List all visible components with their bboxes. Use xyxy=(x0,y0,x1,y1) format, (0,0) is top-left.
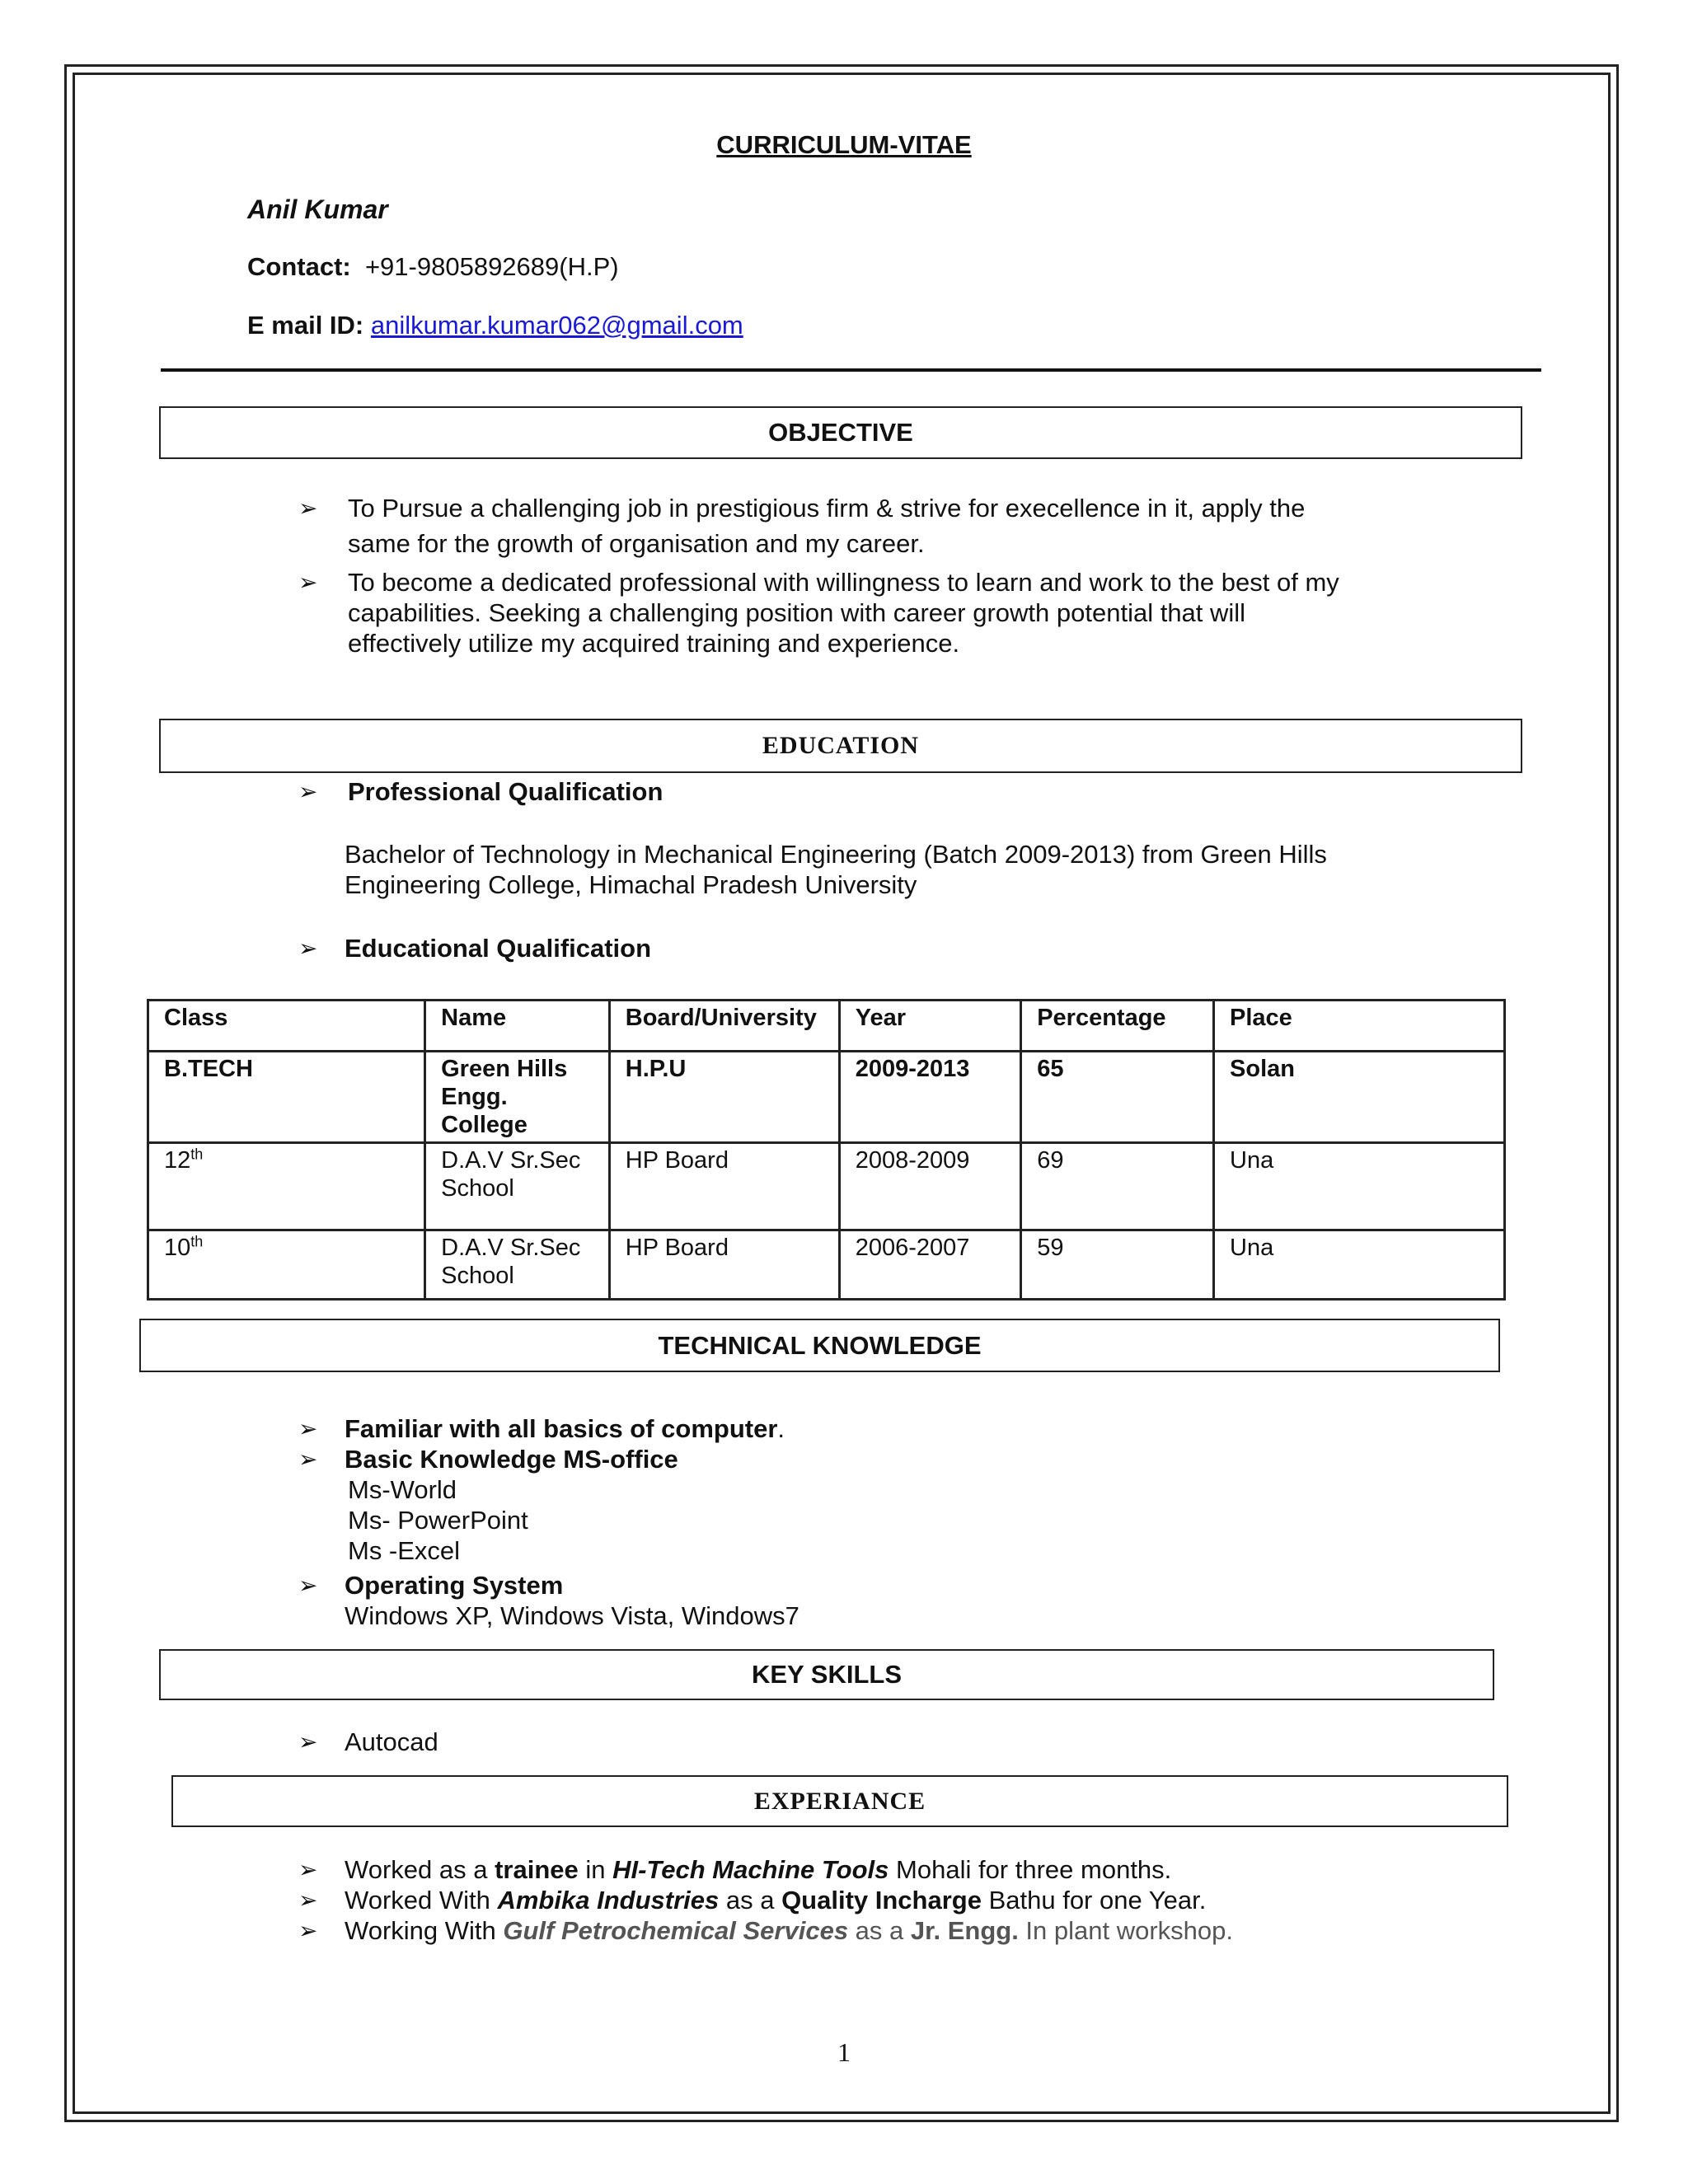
education-table xyxy=(147,999,1506,1301)
objective-line: same for the growth of organisation and my career. xyxy=(348,529,925,558)
office-item: Ms-World xyxy=(348,1475,457,1504)
email-label: E mail ID: xyxy=(247,311,364,340)
objective-line: capabilities. Seeking a challenging position with career growth potential that will xyxy=(348,598,1246,627)
contact-line xyxy=(247,252,619,282)
table-cell-class: 12th xyxy=(148,1143,425,1230)
table-header-cell: Name xyxy=(425,1001,610,1052)
table-header-cell: Percentage xyxy=(1021,1001,1214,1052)
arrow-bullet-icon: ➢ xyxy=(298,935,318,961)
arrow-bullet-icon: ➢ xyxy=(298,495,318,521)
experience-item-1: Worked as a trainee in HI-Tech Machine Tools Mohali for three months. xyxy=(345,1855,1172,1884)
table-cell-name: D.A.V Sr.Sec School xyxy=(425,1230,610,1300)
arrow-bullet-icon: ➢ xyxy=(298,1572,318,1598)
office-list xyxy=(348,1474,528,1566)
arrow-bullet-icon: ➢ xyxy=(298,1887,318,1913)
education-heading-box xyxy=(159,719,1522,773)
experience-item-2: Worked With Ambika Industries as a Quality Incharge Bathu for one Year. xyxy=(345,1886,1207,1915)
table-cell-year: 2009-2013 xyxy=(839,1052,1021,1143)
objective-bullet-1 xyxy=(348,493,1305,559)
objective-line: To Pursue a challenging job in prestigious firm & strive for execellence in it, apply the xyxy=(348,494,1306,523)
key-skills-heading-box xyxy=(159,1649,1494,1700)
technical-heading: TECHNICAL KNOWLEDGE xyxy=(658,1330,982,1360)
candidate-name: Anil Kumar xyxy=(247,194,388,224)
objective-line: To become a dedicated professional with willingness to learn and work to the best of my xyxy=(348,568,1339,597)
table-header-cell: Year xyxy=(839,1001,1021,1052)
contact-label: Contact: xyxy=(247,252,351,281)
arrow-bullet-icon: ➢ xyxy=(298,1918,318,1943)
header-divider xyxy=(161,368,1541,372)
arrow-bullet-icon: ➢ xyxy=(298,569,318,595)
objective-line: effectively utilize my acquired training and experience. xyxy=(348,629,960,658)
professional-line: Bachelor of Technology in Mechanical Engineering (Batch 2009-2013) from Green Hills xyxy=(345,840,1327,869)
technical-item-1: Familiar with all basics of computer. xyxy=(345,1414,785,1443)
table-cell-class: 10th xyxy=(148,1230,425,1300)
table-cell-place: Una xyxy=(1214,1143,1505,1230)
table-cell-board: H.P.U xyxy=(609,1052,839,1143)
table-header-cell: Place xyxy=(1214,1001,1505,1052)
table-row xyxy=(148,1052,1505,1143)
office-item: Ms -Excel xyxy=(348,1536,461,1565)
table-cell-percentage: 69 xyxy=(1021,1143,1214,1230)
table-cell-name: D.A.V Sr.Sec School xyxy=(425,1143,610,1230)
table-cell-board: HP Board xyxy=(609,1143,839,1230)
technical-item-2: Basic Knowledge MS-office xyxy=(345,1445,678,1474)
table-row xyxy=(148,1230,1505,1300)
table-header-row xyxy=(148,1001,1505,1052)
os-text: Windows XP, Windows Vista, Windows7 xyxy=(345,1601,799,1630)
document-title: CURRICULUM-VITAE xyxy=(716,130,972,159)
arrow-bullet-icon: ➢ xyxy=(298,1729,318,1755)
arrow-bullet-icon: ➢ xyxy=(298,1416,318,1441)
technical-item-3: Operating System xyxy=(345,1571,564,1600)
key-skill-item: Autocad xyxy=(345,1727,438,1756)
table-cell-percentage: 65 xyxy=(1021,1052,1214,1143)
objective-heading: OBJECTIVE xyxy=(768,418,913,447)
experience-item-3: Working With Gulf Petrochemical Services as a Jr. Engg. In plant workshop. xyxy=(345,1916,1234,1945)
email-link[interactable]: anilkumar.kumar062@gmail.com xyxy=(370,311,743,340)
email-line xyxy=(247,311,743,340)
arrow-bullet-icon: ➢ xyxy=(298,1446,318,1472)
objective-heading-box xyxy=(159,406,1522,459)
contact-value: +91-9805892689(H.P) xyxy=(364,252,619,281)
table-cell-percentage: 59 xyxy=(1021,1230,1214,1300)
arrow-bullet-icon: ➢ xyxy=(298,1857,318,1882)
professional-qualification-text xyxy=(345,839,1327,900)
table-cell-place: Una xyxy=(1214,1230,1505,1300)
arrow-bullet-icon: ➢ xyxy=(298,779,318,804)
education-heading: EDUCATION xyxy=(762,732,920,759)
table-cell-name: Green Hills Engg. College xyxy=(425,1052,610,1143)
table-header-cell: Board/University xyxy=(609,1001,839,1052)
table-cell-year: 2006-2007 xyxy=(839,1230,1021,1300)
table-header-cell: Class xyxy=(148,1001,425,1052)
table-cell-board: HP Board xyxy=(609,1230,839,1300)
professional-line: Engineering College, Himachal Pradesh University xyxy=(345,870,917,899)
professional-qualification-label: Professional Qualification xyxy=(348,777,663,806)
office-item: Ms- PowerPoint xyxy=(348,1506,528,1535)
key-skills-heading: KEY SKILLS xyxy=(751,1660,903,1689)
technical-heading-box xyxy=(139,1319,1500,1372)
experience-heading-box xyxy=(171,1775,1508,1827)
table-cell-year: 2008-2009 xyxy=(839,1143,1021,1230)
table-row xyxy=(148,1143,1505,1230)
experience-heading: EXPERIANCE xyxy=(753,1787,926,1815)
educational-qualification-label: Educational Qualification xyxy=(345,934,652,963)
page-number: 1 xyxy=(837,2037,851,2067)
objective-bullet-2 xyxy=(348,567,1339,658)
table-cell-class: B.TECH xyxy=(148,1052,425,1143)
table-cell-place: Solan xyxy=(1214,1052,1505,1143)
